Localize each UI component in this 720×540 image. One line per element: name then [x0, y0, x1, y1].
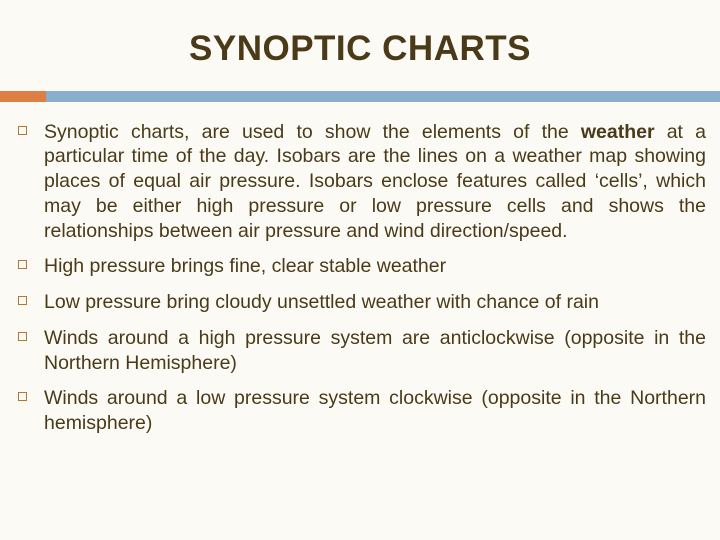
title-divider [0, 91, 720, 102]
bullet-list [10, 120, 706, 436]
divider-accent-segment [0, 91, 46, 102]
list-item [10, 120, 706, 244]
page-title: SYNOPTIC CHARTS [189, 29, 531, 68]
bullet-text: High pressure brings fine, clear stable weather [44, 255, 447, 278]
divider-main-segment [46, 91, 720, 102]
square-outline-icon [18, 296, 27, 305]
list-item [10, 326, 706, 376]
list-item [10, 386, 706, 436]
square-outline-icon [18, 126, 27, 135]
bullet-text [44, 120, 706, 244]
bullet-text-emphasis: weather [580, 120, 655, 143]
bullet-text-part-1: Synoptic charts, are used to show the elements of the [44, 120, 581, 143]
slide-body [0, 102, 720, 436]
bullet-text: Winds around a high pressure system are anticlockwise (opposite in the Northern Hemisphere) [44, 326, 706, 374]
square-outline-icon [18, 332, 27, 341]
bullet-text: Winds around a low pressure system clockwise (opposite in the Northern hemisphere) [44, 387, 706, 434]
square-outline-icon [18, 260, 27, 269]
list-item [10, 254, 706, 279]
bullet-text-part-2: at a particular time of the day. Isobars are the lines on a weather map showing places of equal air pressure. Isobars enclose features called ‘cells’, which may be either high pressure or low pressure cells and shows the relationships between air pressure and wind direction/speed. [44, 120, 706, 242]
list-item [10, 290, 706, 315]
bullet-text: Low pressure bring cloudy unsettled weather with chance of rain [44, 291, 599, 313]
square-outline-icon [18, 392, 27, 401]
